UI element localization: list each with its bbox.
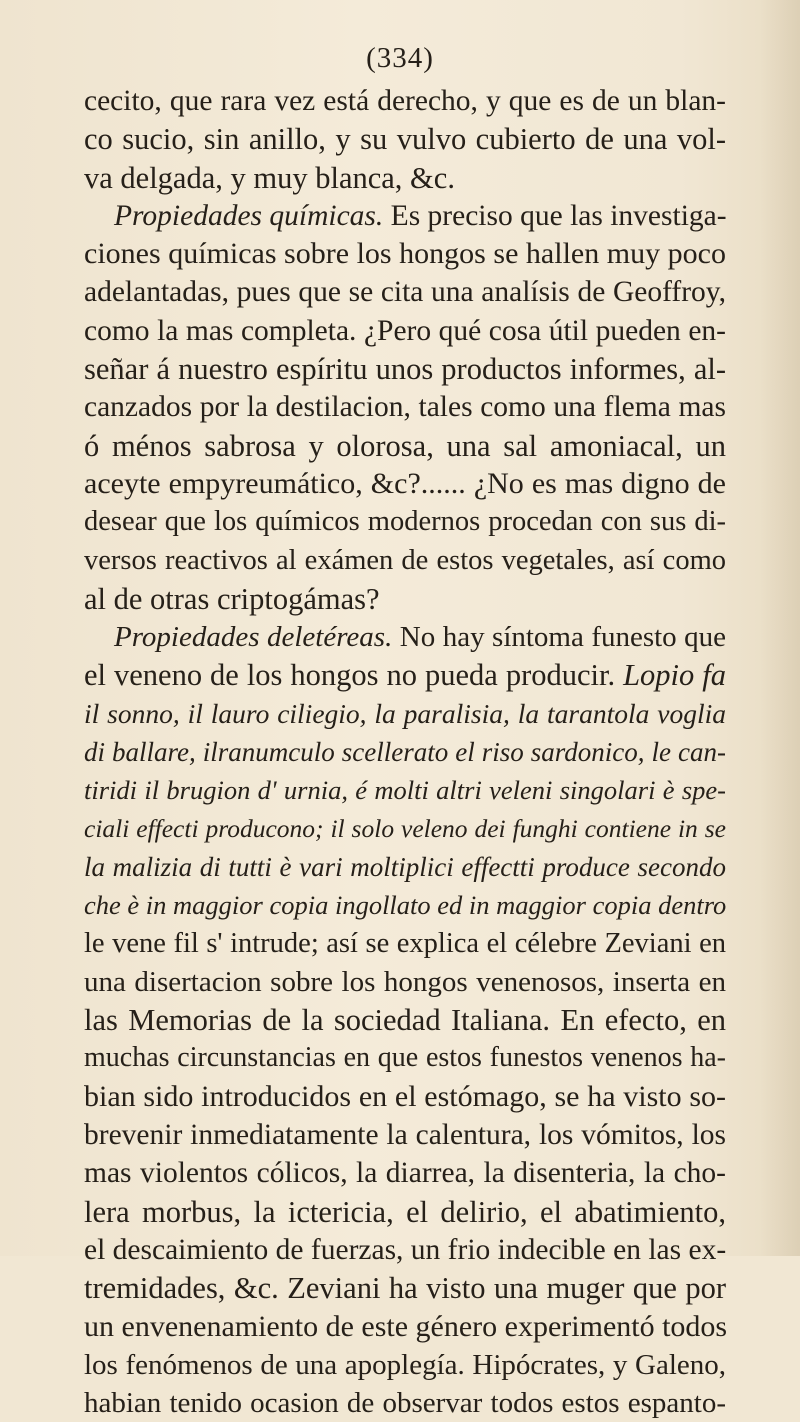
text-line: el descaimiento de fuerzas, un frio indecible en las ex- <box>84 1233 727 1266</box>
text-line: señar á nuestro espíritu unos productos informes, al- <box>84 352 726 387</box>
text-line: un envenenamiento de este género experimentó todos <box>84 1309 728 1343</box>
text-line: muchas circunstancias en que estos funestos venenos ha- <box>84 1042 726 1074</box>
text-line-rest: Es preciso que las investiga- <box>390 199 727 232</box>
text-line: tremidades, &c. Zeviani ha visto una muger que por <box>84 1271 726 1306</box>
text-line-rest: el veneno de los hongos no pueda producir. <box>84 658 616 693</box>
text-line: versos reactivos al exámen de estos vegetales, así como <box>84 544 726 576</box>
text-line-with-heading <box>84 197 726 235</box>
text-line: al de otras criptogámas? <box>84 581 380 616</box>
text-line: aceyte empyreumático, &c?...... ¿No es mas digno de <box>84 466 726 500</box>
text-line-with-quote <box>84 656 726 694</box>
text-line: le vene fil s' intrude; así se explica el célebre Zeviani en <box>84 927 726 959</box>
quote-line: ciali effecti producono; il solo veleno dei funghi contiene in se <box>84 813 726 843</box>
text-line: lera morbus, la ictericia, el delirio, el abatimiento, <box>84 1194 726 1229</box>
quote-line: la malizia di tutti è vari moltiplici effectti produce secondo <box>84 851 726 882</box>
quote-start: Lopio fa <box>623 658 726 693</box>
text-line: va delgada, y muy blanca, &c. <box>84 160 455 195</box>
page-edge-shadow <box>760 0 800 1256</box>
quote-line: il sonno, il lauro ciliegio, la paralisia, la tarantola voglia <box>84 697 726 729</box>
body-text <box>84 82 726 1422</box>
text-line: adelantadas, pues que se cita una analísis de Geoffroy, <box>84 276 726 309</box>
quote-line: tiridi il brugion d' urnia, é molti altri veleni singolari è spe- <box>84 775 726 806</box>
text-line-rest: No hay síntoma funesto que <box>399 621 727 654</box>
text-line: como la mas completa. ¿Pero qué cosa útil pueden en- <box>84 314 726 347</box>
heading-propiedades-quimicas: Propiedades químicas. <box>114 199 384 232</box>
text-line: desear que los químicos modernos procedan con sus di- <box>84 506 726 538</box>
text-line: cecito, que rara vez está derecho, y que es de un blan- <box>84 85 726 117</box>
text-line: una disertacion sobre los hongos venenosos, inserta en <box>84 965 726 998</box>
text-line: ó ménos sabrosa y olorosa, una sal amoniacal, un <box>84 428 726 463</box>
text-line: bian sido introducidos en el estómago, se ha visto so- <box>84 1079 726 1113</box>
heading-propiedades-deletereas: Propiedades deletéreas. <box>114 621 393 654</box>
quote-line: che è in maggior copia ingollato ed in maggior copia dentro <box>84 890 727 921</box>
quote-line: di ballare, ilranumculo scellerato el riso sardonico, le can- <box>84 737 726 768</box>
text-line: mas violentos cólicos, la diarrea, la disenteria, la cho- <box>84 1157 726 1190</box>
text-line: co sucio, sin anillo, y su vulvo cubierto de una vol- <box>84 122 726 157</box>
text-line: ciones químicas sobre los hongos se hallen muy poco <box>84 237 726 271</box>
text-line: los fenómenos de una apoplegía. Hipócrates, y Galeno, <box>84 1348 726 1381</box>
text-line: las Memorias de la sociedad Italiana. En efecto, en <box>84 1003 726 1038</box>
text-line: brevenir inmediatamente la calentura, los vómitos, los <box>84 1119 726 1152</box>
text-line: habian tenido ocasion de observar todos estos espanto- <box>84 1387 726 1420</box>
page-number: (334) <box>366 42 434 74</box>
text-line-with-heading <box>84 618 726 656</box>
text-line: canzados por la destilacion, tales como una flema mas <box>84 391 726 424</box>
